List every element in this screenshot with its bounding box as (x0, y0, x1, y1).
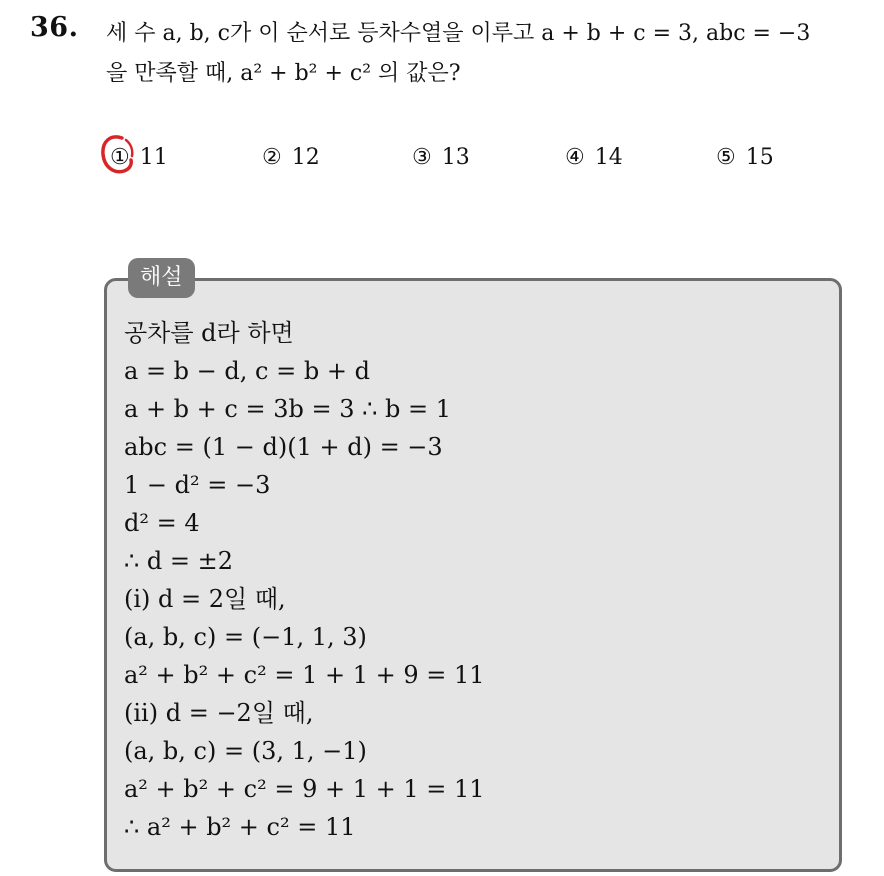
choice-number: ④ (565, 145, 585, 170)
choice-2[interactable] (262, 142, 320, 174)
solution-line: d² = 4 (124, 509, 200, 537)
solution-line: a² + b² + c² = 9 + 1 + 1 = 11 (124, 775, 485, 803)
choice-number: ⑤ (716, 145, 736, 170)
solution-line: 1 − d² = −3 (124, 471, 271, 499)
choice-value: 15 (745, 145, 774, 170)
solution-line: 공차를 d라 하면 (124, 319, 294, 347)
choice-number: ① (110, 145, 130, 170)
solution-line: ∴ d = ±2 (124, 547, 234, 575)
solution-body (124, 314, 485, 846)
question-text-line-1: 세 수 a, b, c가 이 순서로 등차수열을 이루고 a + b + c = 3, abc = −3 (106, 21, 811, 46)
question-number: 36. (30, 12, 79, 43)
solution-line: a = b − d, c = b + d (124, 357, 370, 385)
solution-label: 해설 (128, 258, 195, 298)
choice-value: 13 (441, 145, 470, 170)
choice-1[interactable] (110, 142, 168, 174)
solution-line: abc = (1 − d)(1 + d) = −3 (124, 433, 443, 461)
choice-5[interactable] (716, 142, 774, 174)
answer-choices (0, 142, 884, 178)
solution-line: (ii) d = −2일 때, (124, 699, 314, 727)
solution-line: (i) d = 2일 때, (124, 585, 286, 613)
choice-value: 11 (139, 145, 168, 170)
choice-value: 14 (594, 145, 623, 170)
choice-number: ③ (412, 145, 432, 170)
choice-value: 12 (291, 145, 320, 170)
choice-number: ② (262, 145, 282, 170)
question-text-line-2: 을 만족할 때, a² + b² + c² 의 값은? (106, 61, 461, 86)
solution-line: a² + b² + c² = 1 + 1 + 9 = 11 (124, 661, 485, 689)
solution-line: a + b + c = 3b = 3 ∴ b = 1 (124, 395, 452, 423)
choice-4[interactable] (565, 142, 623, 174)
choice-3[interactable] (412, 142, 470, 174)
solution-line: (a, b, c) = (3, 1, −1) (124, 737, 367, 765)
solution-line: (a, b, c) = (−1, 1, 3) (124, 623, 367, 651)
solution-line: ∴ a² + b² + c² = 11 (124, 813, 356, 841)
